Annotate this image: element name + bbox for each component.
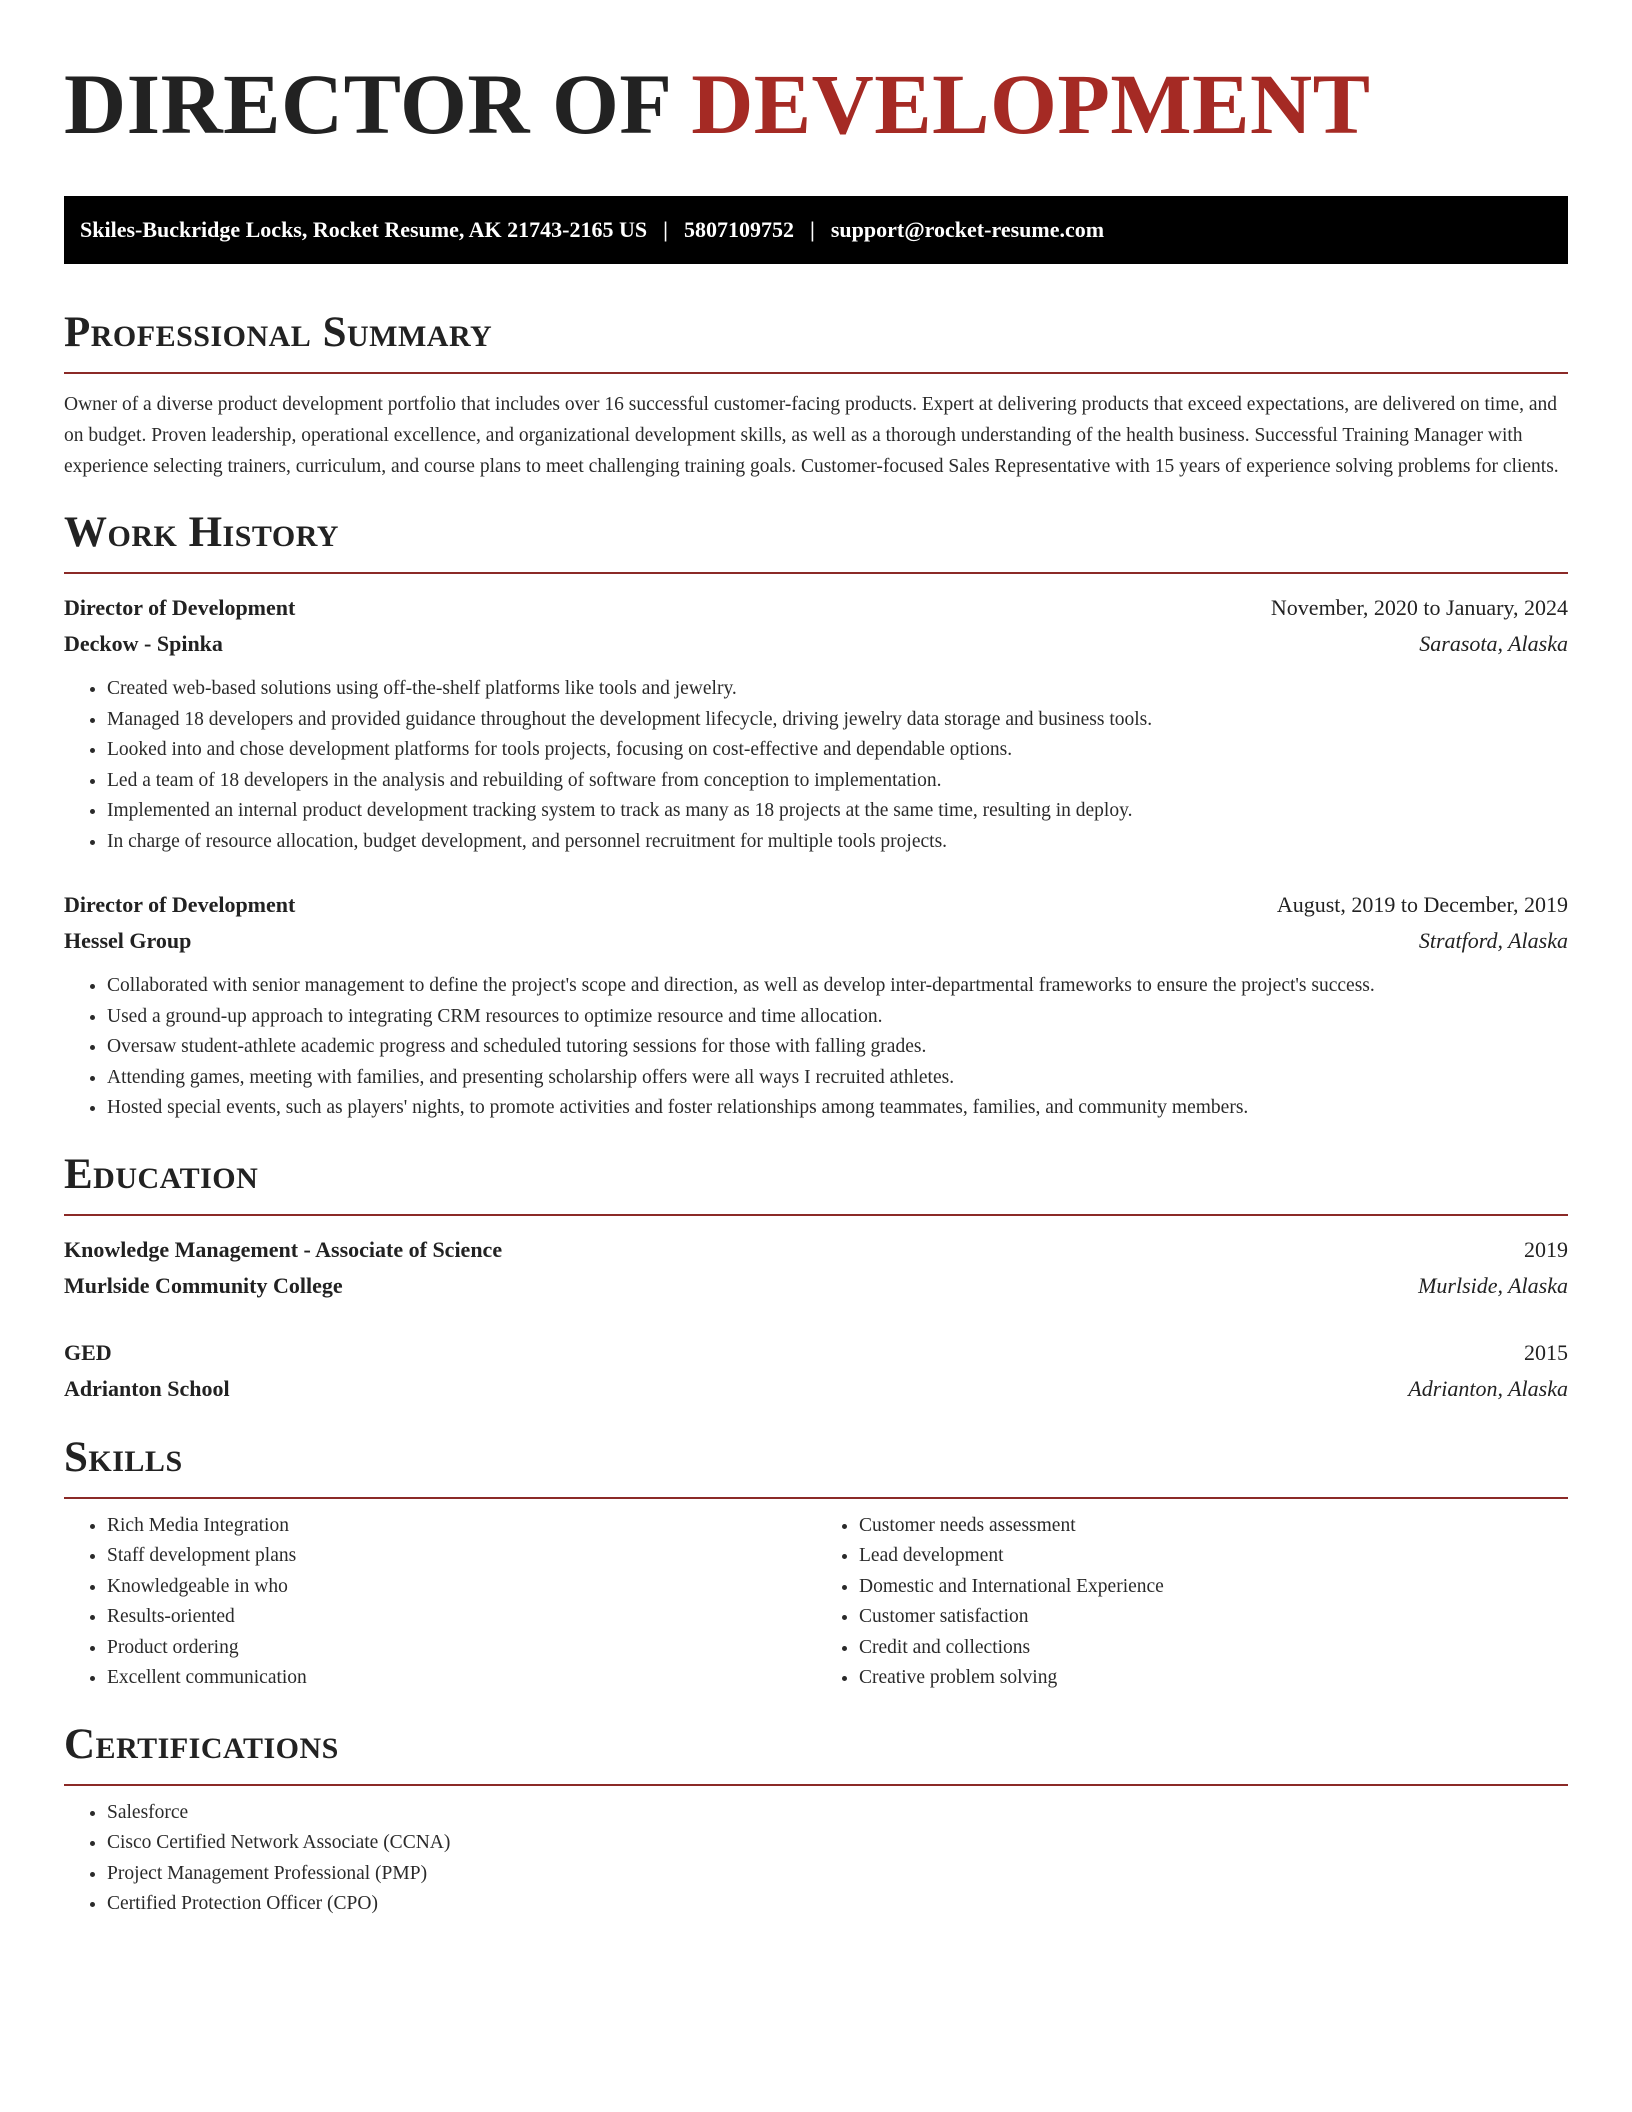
skills-column-left <box>64 1511 816 1694</box>
job-title: Director of Development <box>64 892 296 917</box>
education-entry <box>64 1232 1568 1304</box>
contact-bar <box>64 196 1568 264</box>
job-company-row <box>64 923 1568 959</box>
job-header-row <box>64 590 1568 626</box>
education-location: Murlside, Alaska <box>1418 1272 1568 1298</box>
education-year: 2015 <box>1524 1339 1568 1365</box>
skill-item: • Customer needs assessment <box>859 1511 1568 1542</box>
job-location: Sarasota, Alaska <box>1419 631 1568 656</box>
skill-item: • Rich Media Integration <box>107 1511 816 1542</box>
skill-item: • Lead development <box>859 1541 1568 1572</box>
skill-item: • Staff development plans <box>107 1541 816 1572</box>
education-heading: Education <box>64 1150 1568 1216</box>
education-entry <box>64 1335 1568 1407</box>
education-degree-row <box>64 1335 1568 1371</box>
title-part-2: DEVELOPMENT <box>691 56 1371 152</box>
job-bullet: • Implemented an internal product development tracking system to track as many as 18 projects at the same time, resulting in deploy. <box>107 796 1568 827</box>
job-company-row <box>64 626 1568 662</box>
job-header-row <box>64 887 1568 923</box>
education-section <box>64 1150 1568 1407</box>
education-degree: GED <box>64 1339 112 1365</box>
education-school: Adrianton School <box>64 1375 230 1401</box>
skills-column-right <box>816 1511 1568 1694</box>
job-entry <box>64 887 1568 1124</box>
job-title: Director of Development <box>64 595 296 620</box>
summary-text: Owner of a diverse product development portfolio that includes over 16 successful customer-facing products. Expert at delivering products that exceed expectations, are delivered on time, and on budget. Proven leadership, operational excellence, and organizational development skills, as well as a thorough understanding of the health business. Successful Training Manager with experience selecting trainers, curriculum, and course plans to meet challenging training goals. Customer-focused Sales Representative with 15 years of experience solving problems for clients. <box>64 394 1559 477</box>
job-bullet: • Used a ground-up approach to integrating CRM resources to optimize resource and time allocation. <box>107 1002 1568 1033</box>
skill-item: • Excellent communication <box>107 1663 816 1694</box>
contact-phone: 5807109752 <box>683 217 794 242</box>
job-bullet: • Created web-based solutions using off-the-shelf platforms like tools and jewelry. <box>107 674 1568 705</box>
contact-email: support@rocket-resume.com <box>830 217 1105 242</box>
job-entry <box>64 590 1568 857</box>
certification-item: • Cisco Certified Network Associate (CCNA) <box>107 1828 1568 1859</box>
contact-address: Skiles-Buckridge Locks, Rocket Resume, AK 21743-2165 US <box>80 217 648 242</box>
certifications-list <box>64 1798 1568 1920</box>
skill-item: • Results-oriented <box>107 1602 816 1633</box>
certifications-section <box>64 1720 1568 1920</box>
resume-title <box>64 54 1568 154</box>
skill-item: • Knowledgeable in who <box>107 1572 816 1603</box>
skill-item: • Customer satisfaction <box>859 1602 1568 1633</box>
summary-heading: Professional Summary <box>64 308 1568 374</box>
certification-item: • Certified Protection Officer (CPO) <box>107 1889 1568 1920</box>
certifications-heading: Certifications <box>64 1720 1568 1786</box>
contact-separator: | <box>809 217 815 242</box>
skill-item: • Domestic and International Experience <box>859 1572 1568 1603</box>
certification-item: • Project Management Professional (PMP) <box>107 1859 1568 1890</box>
job-dates: August, 2019 to December, 2019 <box>1276 892 1568 917</box>
title-part-1: DIRECTOR OF <box>64 56 670 152</box>
job-bullet: • Looked into and chose development platforms for tools projects, focusing on cost-effective and dependable options. <box>107 735 1568 766</box>
work-section <box>64 508 1568 1124</box>
education-degree-row <box>64 1232 1568 1268</box>
job-bullet: • Attending games, meeting with families, and presenting scholarship offers were all ways I recruited athletes. <box>107 1063 1568 1094</box>
job-location: Stratford, Alaska <box>1418 928 1568 953</box>
job-dates: November, 2020 to January, 2024 <box>1270 595 1568 620</box>
skill-item: • Product ordering <box>107 1633 816 1664</box>
education-school-row <box>64 1371 1568 1407</box>
job-bullet: • Managed 18 developers and provided guidance throughout the development lifecycle, driving jewelry data storage and business tools. <box>107 705 1568 736</box>
skills-grid <box>64 1511 1568 1694</box>
certification-item: • Salesforce <box>107 1798 1568 1829</box>
job-company: Deckow - Spinka <box>64 631 223 656</box>
job-bullet: • Led a team of 18 developers in the analysis and rebuilding of software from conception to implementation. <box>107 766 1568 797</box>
education-school-row <box>64 1268 1568 1304</box>
job-bullets <box>64 971 1568 1124</box>
job-bullet: • Oversaw student-athlete academic progress and scheduled tutoring sessions for those with falling grades. <box>107 1032 1568 1063</box>
job-bullet: • Collaborated with senior management to define the project's scope and direction, as well as develop inter-departmental frameworks to ensure the project's success. <box>107 971 1568 1002</box>
contact-separator: | <box>663 217 668 242</box>
education-year: 2019 <box>1524 1236 1568 1262</box>
education-school: Murlside Community College <box>64 1272 343 1298</box>
education-degree: Knowledge Management - Associate of Science <box>64 1236 503 1262</box>
skills-heading: Skills <box>64 1433 1568 1499</box>
education-location: Adrianton, Alaska <box>1408 1375 1568 1401</box>
skill-item: • Creative problem solving <box>859 1663 1568 1694</box>
work-heading: Work History <box>64 508 1568 574</box>
job-company: Hessel Group <box>64 928 192 953</box>
job-bullet: • In charge of resource allocation, budget development, and personnel recruitment for multiple tools projects. <box>107 827 1568 858</box>
job-bullets <box>64 674 1568 857</box>
summary-section <box>64 308 1568 482</box>
skill-item: • Credit and collections <box>859 1633 1568 1664</box>
skills-section <box>64 1433 1568 1694</box>
job-bullet: • Hosted special events, such as players' nights, to promote activities and foster relationships among teammates, families, and community members. <box>107 1093 1568 1124</box>
